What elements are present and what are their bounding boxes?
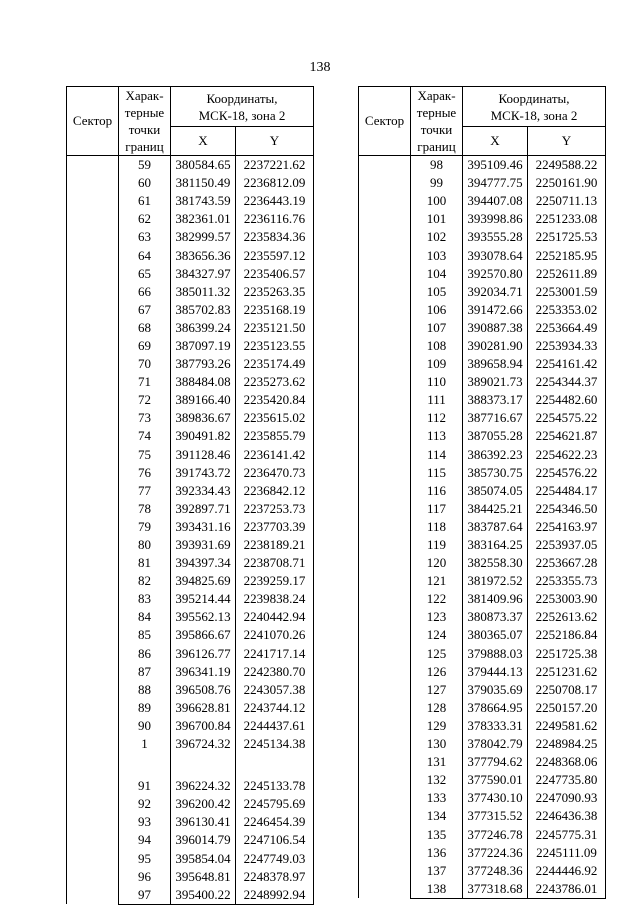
sector-cell	[67, 156, 119, 905]
y-cell: 2248984.25	[528, 735, 606, 753]
point-cell: 124	[411, 626, 463, 644]
x-cell: 382361.01	[171, 210, 236, 228]
point-cell: 120	[411, 554, 463, 572]
x-cell: 388373.17	[463, 391, 528, 409]
point-cell: 133	[411, 789, 463, 807]
x-cell: 377318.68	[463, 880, 528, 899]
point-cell: 132	[411, 771, 463, 789]
y-cell: 2254576.22	[528, 464, 606, 482]
point-cell: 86	[119, 645, 171, 663]
point-cell: 129	[411, 717, 463, 735]
y-cell: 2253937.05	[528, 536, 606, 554]
x-cell: 385011.32	[171, 283, 236, 301]
x-cell: 389836.67	[171, 409, 236, 427]
y-cell: 2252186.84	[528, 626, 606, 644]
point-cell: 130	[411, 735, 463, 753]
x-cell: 390491.82	[171, 427, 236, 445]
point-cell: 92	[119, 795, 171, 813]
y-cell: 2238189.21	[236, 536, 314, 554]
point-cell: 61	[119, 192, 171, 210]
x-cell: 381409.96	[463, 590, 528, 608]
y-cell: 2245134.38	[236, 735, 314, 753]
y-cell: 2254163.97	[528, 518, 606, 536]
y-cell: 2239838.24	[236, 590, 314, 608]
y-cell: 2252611.89	[528, 265, 606, 283]
point-cell: 60	[119, 174, 171, 192]
y-cell: 2236141.42	[236, 446, 314, 464]
point-cell: 137	[411, 862, 463, 880]
x-cell: 383656.36	[171, 246, 236, 264]
y-cell: 2243057.38	[236, 681, 314, 699]
point-cell: 123	[411, 608, 463, 626]
y-cell: 2235834.36	[236, 228, 314, 246]
x-cell: 383787.64	[463, 518, 528, 536]
x-cell: 393931.69	[171, 536, 236, 554]
y-cell: 2236443.19	[236, 192, 314, 210]
y-cell: 2254622.23	[528, 446, 606, 464]
y-cell: 2247106.54	[236, 831, 314, 849]
x-cell: 396200.42	[171, 795, 236, 813]
point-cell: 89	[119, 699, 171, 717]
y-cell: 2247090.93	[528, 789, 606, 807]
point-cell: 79	[119, 518, 171, 536]
point-cell: 75	[119, 446, 171, 464]
point-cell: 138	[411, 880, 463, 899]
x-cell: 379888.03	[463, 645, 528, 663]
y-cell: 2246436.38	[528, 807, 606, 825]
x-cell: 395400.22	[171, 886, 236, 905]
point-cell: 64	[119, 246, 171, 264]
y-cell: 2245775.31	[528, 825, 606, 843]
x-cell: 384327.97	[171, 265, 236, 283]
y-cell: 2251231.62	[528, 663, 606, 681]
x-cell: 391743.72	[171, 464, 236, 482]
point-cell: 109	[411, 355, 463, 373]
y-cell: 2254482.60	[528, 391, 606, 409]
x-cell: 386399.24	[171, 319, 236, 337]
point-cell: 100	[411, 192, 463, 210]
right-table-body	[359, 156, 606, 899]
point-cell: 118	[411, 518, 463, 536]
point-cell: 96	[119, 868, 171, 886]
x-cell: 387716.67	[463, 409, 528, 427]
x-cell: 395562.13	[171, 608, 236, 626]
point-cell: 136	[411, 844, 463, 862]
x-cell: 381743.59	[171, 192, 236, 210]
point-cell: 1	[119, 735, 171, 753]
x-cell: 387097.19	[171, 337, 236, 355]
point-cell: 67	[119, 301, 171, 319]
y-cell: 2254344.37	[528, 373, 606, 391]
x-cell: 393078.64	[463, 246, 528, 264]
coords-header: Координаты, МСК-18, зона 2	[171, 87, 314, 127]
y-cell: 2254161.42	[528, 355, 606, 373]
x-header: X	[171, 127, 236, 156]
point-cell: 111	[411, 391, 463, 409]
x-cell: 396508.76	[171, 681, 236, 699]
x-cell: 380365.07	[463, 626, 528, 644]
y-cell: 2254575.22	[528, 409, 606, 427]
x-header: X	[463, 127, 528, 156]
y-cell: 2244446.92	[528, 862, 606, 880]
x-cell: 389166.40	[171, 391, 236, 409]
point-cell: 83	[119, 590, 171, 608]
x-cell: 388484.08	[171, 373, 236, 391]
x-cell: 396014.79	[171, 831, 236, 849]
x-cell: 394777.75	[463, 174, 528, 192]
point-cell: 131	[411, 753, 463, 771]
point-cell: 106	[411, 301, 463, 319]
x-cell: 396126.77	[171, 645, 236, 663]
y-cell: 2251725.38	[528, 645, 606, 663]
point-cell: 107	[411, 319, 463, 337]
left-table-body	[67, 156, 314, 905]
y-cell: 2253003.90	[528, 590, 606, 608]
point-cell: 93	[119, 813, 171, 831]
y-cell: 2235168.19	[236, 301, 314, 319]
point-cell: 125	[411, 645, 463, 663]
y-cell: 2236812.09	[236, 174, 314, 192]
y-cell: 2238708.71	[236, 554, 314, 572]
x-cell: 396341.19	[171, 663, 236, 681]
x-cell: 395214.44	[171, 590, 236, 608]
x-cell: 394825.69	[171, 572, 236, 590]
y-cell: 2235263.35	[236, 283, 314, 301]
point-cell: 74	[119, 427, 171, 445]
table-row	[67, 156, 314, 175]
point-cell: 102	[411, 228, 463, 246]
table-row	[359, 156, 606, 175]
y-cell: 2236116.76	[236, 210, 314, 228]
point-cell: 105	[411, 283, 463, 301]
point-cell: 73	[119, 409, 171, 427]
point-cell: 104	[411, 265, 463, 283]
y-cell: 2235406.57	[236, 265, 314, 283]
point-cell: 114	[411, 446, 463, 464]
y-cell: 2253934.33	[528, 337, 606, 355]
point-cell: 66	[119, 283, 171, 301]
point-cell: 108	[411, 337, 463, 355]
point-cell: 76	[119, 464, 171, 482]
y-cell: 2245133.78	[236, 777, 314, 795]
x-cell: 396724.32	[171, 735, 236, 753]
x-cell: 377224.36	[463, 844, 528, 862]
y-cell: 2237221.62	[236, 156, 314, 175]
x-cell: 394407.08	[463, 192, 528, 210]
x-cell: 392034.71	[463, 283, 528, 301]
point-cell: 81	[119, 554, 171, 572]
x-cell: 392570.80	[463, 265, 528, 283]
point-cell: 97	[119, 886, 171, 905]
y-cell: 2253355.73	[528, 572, 606, 590]
y-cell: 2252185.95	[528, 246, 606, 264]
point-cell: 128	[411, 699, 463, 717]
sector-cell	[359, 156, 411, 899]
y-cell: 2252613.62	[528, 608, 606, 626]
y-cell: 2240442.94	[236, 608, 314, 626]
point-cell: 87	[119, 663, 171, 681]
points-header: Харак- терные точки границ	[119, 87, 171, 156]
point-cell: 99	[411, 174, 463, 192]
point-cell: 121	[411, 572, 463, 590]
point-cell: 72	[119, 391, 171, 409]
coordinates-table-right	[358, 86, 606, 899]
point-cell: 94	[119, 831, 171, 849]
y-header: Y	[236, 127, 314, 156]
point-cell: 71	[119, 373, 171, 391]
y-cell: 2251725.53	[528, 228, 606, 246]
sector-header: Сектор	[67, 87, 119, 156]
point-cell: 63	[119, 228, 171, 246]
y-cell: 2243744.12	[236, 699, 314, 717]
x-cell: 382558.30	[463, 554, 528, 572]
x-cell: 377248.36	[463, 862, 528, 880]
x-cell: 380873.37	[463, 608, 528, 626]
x-cell: 387055.28	[463, 427, 528, 445]
x-cell: 391128.46	[171, 446, 236, 464]
y-cell: 2246454.39	[236, 813, 314, 831]
coords-header: Координаты, МСК-18, зона 2	[463, 87, 606, 127]
y-cell: 2248378.97	[236, 868, 314, 886]
y-cell: 2235174.49	[236, 355, 314, 373]
y-cell: 2253667.28	[528, 554, 606, 572]
y-cell: 2250708.17	[528, 681, 606, 699]
y-cell: 2245111.09	[528, 844, 606, 862]
y-cell: 2235855.79	[236, 427, 314, 445]
y-cell: 2239259.17	[236, 572, 314, 590]
point-cell: 134	[411, 807, 463, 825]
point-cell: 98	[411, 156, 463, 175]
point-cell: 122	[411, 590, 463, 608]
x-cell: 377590.01	[463, 771, 528, 789]
x-cell: 394397.34	[171, 554, 236, 572]
point-cell: 85	[119, 626, 171, 644]
x-cell: 395648.81	[171, 868, 236, 886]
x-cell: 385702.83	[171, 301, 236, 319]
point-cell: 77	[119, 482, 171, 500]
x-cell: 387793.26	[171, 355, 236, 373]
y-cell: 2247749.03	[236, 849, 314, 867]
y-cell: 2235597.12	[236, 246, 314, 264]
point-cell: 110	[411, 373, 463, 391]
point-cell: 88	[119, 681, 171, 699]
y-cell: 2249581.62	[528, 717, 606, 735]
y-cell: 2248368.06	[528, 753, 606, 771]
x-cell: 386392.23	[463, 446, 528, 464]
y-cell: 2241717.14	[236, 645, 314, 663]
x-cell: 393998.86	[463, 210, 528, 228]
y-cell: 2254621.87	[528, 427, 606, 445]
y-header: Y	[528, 127, 606, 156]
point-cell: 127	[411, 681, 463, 699]
sector-header: Сектор	[359, 87, 411, 156]
x-cell: 392334.43	[171, 482, 236, 500]
point-cell: 103	[411, 246, 463, 264]
point-cell: 90	[119, 717, 171, 735]
point-cell: 112	[411, 409, 463, 427]
x-cell: 395109.46	[463, 156, 528, 175]
point-cell: 78	[119, 500, 171, 518]
y-cell: 2251233.08	[528, 210, 606, 228]
point-cell: 113	[411, 427, 463, 445]
y-cell: 2235273.62	[236, 373, 314, 391]
point-cell: 101	[411, 210, 463, 228]
x-cell	[171, 753, 236, 777]
point-cell	[119, 753, 171, 777]
y-cell: 2249588.22	[528, 156, 606, 175]
coordinates-table-left	[66, 86, 314, 905]
y-cell: 2247735.80	[528, 771, 606, 789]
x-cell: 393431.16	[171, 518, 236, 536]
x-cell: 381150.49	[171, 174, 236, 192]
point-cell: 135	[411, 825, 463, 843]
x-cell: 383164.25	[463, 536, 528, 554]
x-cell: 378333.31	[463, 717, 528, 735]
point-cell: 115	[411, 464, 463, 482]
x-cell: 378042.79	[463, 735, 528, 753]
x-cell: 380584.65	[171, 156, 236, 175]
y-cell: 2235420.84	[236, 391, 314, 409]
x-cell: 396224.32	[171, 777, 236, 795]
point-cell: 62	[119, 210, 171, 228]
y-cell: 2253664.49	[528, 319, 606, 337]
x-cell: 379444.13	[463, 663, 528, 681]
y-cell: 2245795.69	[236, 795, 314, 813]
point-cell: 59	[119, 156, 171, 175]
point-cell: 82	[119, 572, 171, 590]
x-cell: 385730.75	[463, 464, 528, 482]
x-cell: 377794.62	[463, 753, 528, 771]
y-cell: 2253001.59	[528, 283, 606, 301]
x-cell: 395866.67	[171, 626, 236, 644]
x-cell: 396130.41	[171, 813, 236, 831]
y-cell: 2254484.17	[528, 482, 606, 500]
y-cell: 2250711.13	[528, 192, 606, 210]
x-cell: 396628.81	[171, 699, 236, 717]
x-cell: 377315.52	[463, 807, 528, 825]
y-cell: 2242380.70	[236, 663, 314, 681]
x-cell: 378664.95	[463, 699, 528, 717]
point-cell: 119	[411, 536, 463, 554]
x-cell: 389021.73	[463, 373, 528, 391]
point-cell: 69	[119, 337, 171, 355]
y-cell: 2236470.73	[236, 464, 314, 482]
x-cell: 385074.05	[463, 482, 528, 500]
points-header: Харак- терные точки границ	[411, 87, 463, 156]
point-cell: 70	[119, 355, 171, 373]
y-cell: 2235121.50	[236, 319, 314, 337]
y-cell: 2241070.26	[236, 626, 314, 644]
y-cell: 2250157.20	[528, 699, 606, 717]
point-cell: 95	[119, 849, 171, 867]
y-cell: 2235123.55	[236, 337, 314, 355]
x-cell: 396700.84	[171, 717, 236, 735]
x-cell: 381972.52	[463, 572, 528, 590]
x-cell: 382999.57	[171, 228, 236, 246]
point-cell: 116	[411, 482, 463, 500]
x-cell: 395854.04	[171, 849, 236, 867]
point-cell: 80	[119, 536, 171, 554]
y-cell: 2248992.94	[236, 886, 314, 905]
x-cell: 377430.10	[463, 789, 528, 807]
page-number: 138	[309, 60, 331, 75]
y-cell	[236, 753, 314, 777]
x-cell: 392897.71	[171, 500, 236, 518]
point-cell: 84	[119, 608, 171, 626]
y-cell: 2235615.02	[236, 409, 314, 427]
x-cell: 393555.28	[463, 228, 528, 246]
y-cell: 2236842.12	[236, 482, 314, 500]
y-cell: 2244437.61	[236, 717, 314, 735]
point-cell: 117	[411, 500, 463, 518]
x-cell: 390887.38	[463, 319, 528, 337]
point-cell: 91	[119, 777, 171, 795]
y-cell: 2237703.39	[236, 518, 314, 536]
x-cell: 384425.21	[463, 500, 528, 518]
y-cell: 2250161.90	[528, 174, 606, 192]
x-cell: 379035.69	[463, 681, 528, 699]
x-cell: 377246.78	[463, 825, 528, 843]
x-cell: 389658.94	[463, 355, 528, 373]
x-cell: 390281.90	[463, 337, 528, 355]
y-cell: 2237253.73	[236, 500, 314, 518]
point-cell: 126	[411, 663, 463, 681]
y-cell: 2243786.01	[528, 880, 606, 899]
y-cell: 2253353.02	[528, 301, 606, 319]
point-cell: 65	[119, 265, 171, 283]
point-cell: 68	[119, 319, 171, 337]
x-cell: 391472.66	[463, 301, 528, 319]
y-cell: 2254346.50	[528, 500, 606, 518]
